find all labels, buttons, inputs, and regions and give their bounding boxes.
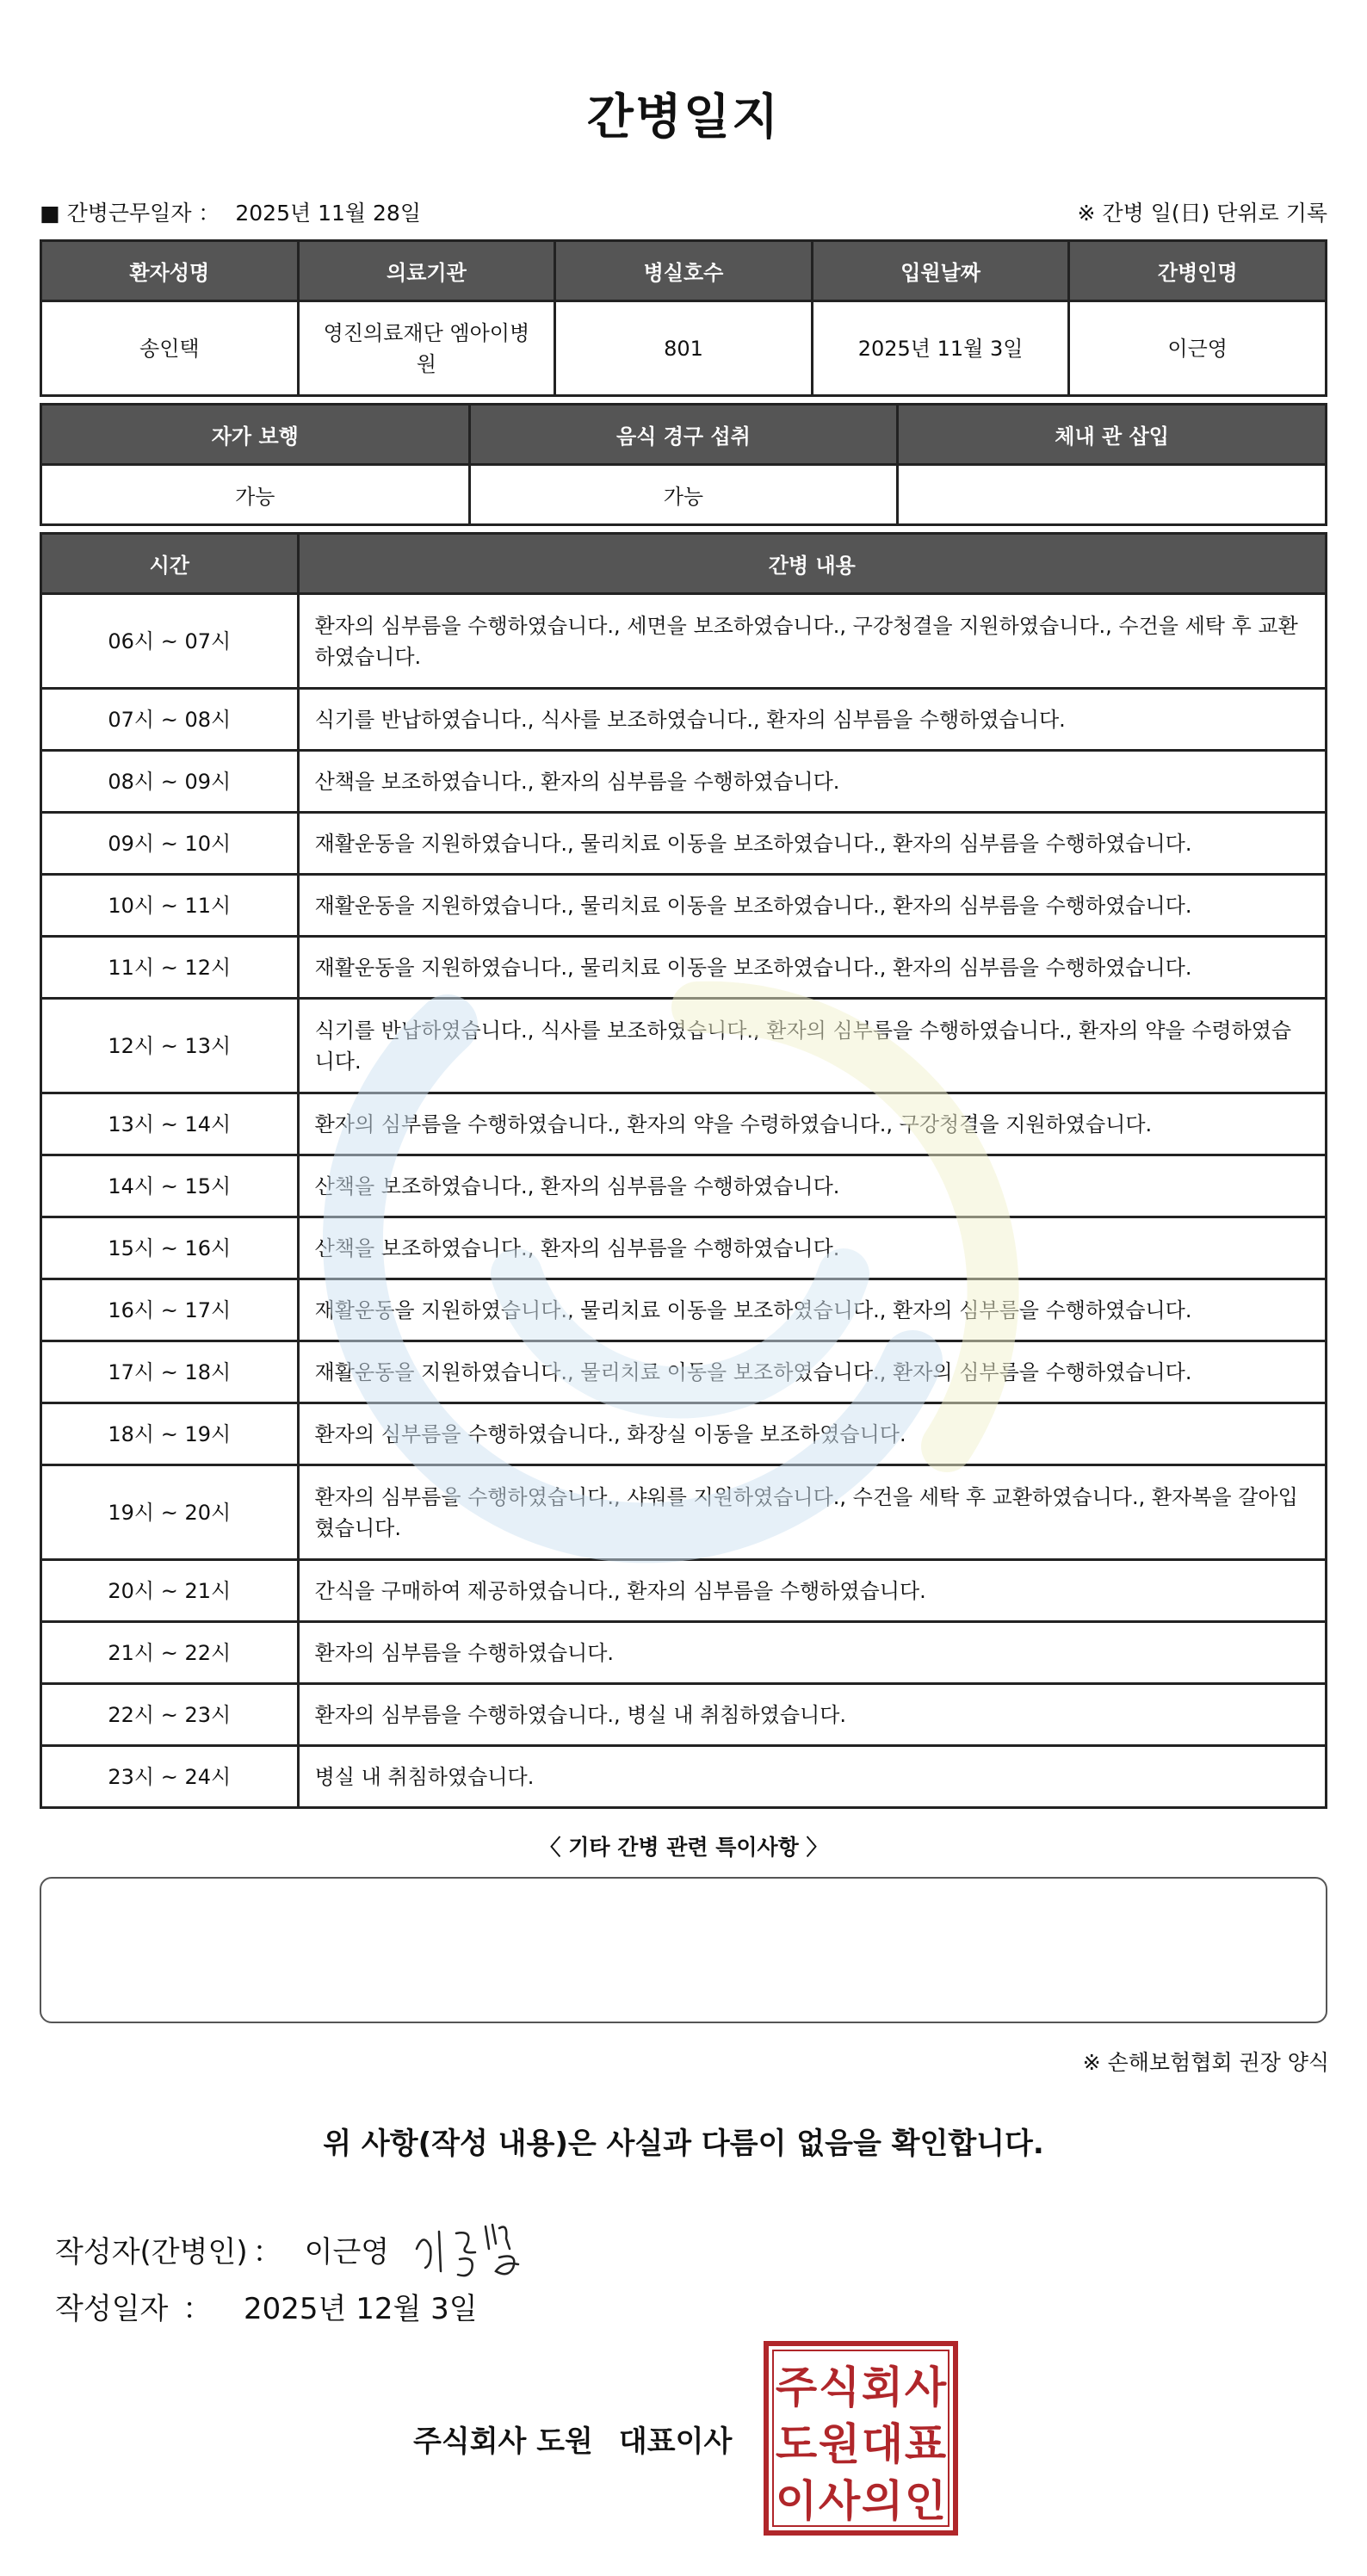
row-content: 재활운동을 지원하였습니다., 물리치료 이동을 보조하였습니다., 환자의 심부름을 수행하였습니다. [298,937,1326,999]
table-row [41,1403,1327,1465]
table-row [41,1684,1327,1746]
table-row [41,751,1327,813]
table-row [41,1217,1327,1279]
company-representative-title: 대표이사 [618,2424,733,2459]
patient-status-table [40,403,1327,526]
header-oral-intake: 음식 경구 섭취 [469,405,898,465]
header-patient-name: 환자성명 [41,241,299,301]
row-time: 12시 ~ 13시 [41,999,299,1093]
row-content: 간식을 구매하여 제공하였습니다., 환자의 심부름을 수행하였습니다. [298,1560,1326,1622]
row-content: 환자의 심부름을 수행하였습니다., 세면을 보조하였습니다., 구강청결을 지원하였습니다., 수건을 세탁 후 교환하였습니다. [298,594,1326,689]
row-time: 14시 ~ 15시 [41,1155,299,1217]
row-time: 11시 ~ 12시 [41,937,299,999]
confirmation-statement: 위 사항(작성 내용)은 사실과 다름이 없음을 확인합니다. [323,2127,1044,2161]
writer-label: 작성자(간병인) [55,2234,248,2269]
company-name: 주식회사 도원 [413,2424,593,2459]
row-content: 환자의 심부름을 수행하였습니다., 병실 내 취침하였습니다. [298,1684,1326,1746]
row-time: 20시 ~ 21시 [41,1560,299,1622]
header-caregiver-name: 간병인명 [1069,241,1327,301]
row-time: 17시 ~ 18시 [41,1341,299,1403]
row-content: 환자의 심부름을 수행하였습니다., 샤워를 지원하였습니다., 수건을 세탁 후 교환하였습니다., 환자복을 갈아입혔습니다. [298,1465,1326,1560]
writer-colon: ： [252,2234,282,2269]
svg-text:사: 사 [904,2362,947,2412]
work-date-label: ■ 간병근무일자 ： [40,201,220,226]
page-title: 간병일지 [586,90,781,146]
row-content: 식기를 반납하였습니다., 식사를 보조하였습니다., 환자의 심부름을 수행하였습니다. [298,689,1326,751]
row-time: 08시 ~ 09시 [41,751,299,813]
work-date [40,196,430,227]
row-time: 23시 ~ 24시 [41,1746,299,1808]
row-content: 환자의 심부름을 수행하였습니다., 환자의 약을 수령하였습니다., 구강청결을 지원하였습니다. [298,1093,1326,1155]
header-admission-date: 입원날짜 [812,241,1069,301]
header-time: 시간 [41,534,299,594]
room-number: 801 [555,301,813,396]
header-self-walking: 자가 보행 [41,405,470,465]
svg-text:의: 의 [861,2476,904,2526]
table-row [41,813,1327,875]
table-row [41,689,1327,751]
table-row [41,999,1327,1093]
table-row [41,875,1327,937]
svg-text:식: 식 [818,2362,861,2412]
patient-info-header-row [41,241,1327,301]
row-time: 10시 ~ 11시 [41,875,299,937]
table-row [41,1279,1327,1341]
row-content: 산책을 보조하였습니다., 환자의 심부름을 수행하였습니다. [298,1155,1326,1217]
table-row [41,1093,1327,1155]
self-walking-value: 가능 [41,465,470,525]
row-content: 환자의 심부름을 수행하였습니다., 화장실 이동을 보조하였습니다. [298,1403,1326,1465]
svg-text:원: 원 [818,2419,861,2469]
tube-insertion-value [898,465,1327,525]
row-content: 재활운동을 지원하였습니다., 물리치료 이동을 보조하였습니다., 환자의 심부름을 수행하였습니다. [298,1341,1326,1403]
patient-status-header-row [41,405,1327,465]
oral-intake-value: 가능 [469,465,898,525]
admission-date: 2025년 11월 3일 [812,301,1069,396]
hospital-name: 영진의료재단 엠아이병원 [298,301,555,396]
care-log-table [40,532,1327,1809]
record-unit-note: ※ 간병 일(日) 단위로 기록 [1077,201,1327,226]
row-content: 재활운동을 지원하였습니다., 물리치료 이동을 보조하였습니다., 환자의 심부름을 수행하였습니다. [298,1279,1326,1341]
company-seal-stamp [763,2340,959,2536]
writer-name: 이근영 [304,2234,390,2269]
row-time: 18시 ~ 19시 [41,1403,299,1465]
table-row [41,1560,1327,1622]
handwritten-signature [406,2214,561,2283]
row-content: 식기를 반납하였습니다., 식사를 보조하였습니다., 환자의 심부름을 수행하였습니다., 환자의 약을 수령하였습니다. [298,999,1326,1093]
row-time: 06시 ~ 07시 [41,594,299,689]
svg-text:표: 표 [904,2419,947,2469]
header-care-content: 간병 내용 [298,534,1326,594]
patient-name: 송인택 [41,301,299,396]
care-log-header-row [41,534,1327,594]
written-date-value: 2025년 12월 3일 [244,2292,478,2326]
row-content: 재활운동을 지원하였습니다., 물리치료 이동을 보조하였습니다., 환자의 심부름을 수행하였습니다. [298,813,1326,875]
row-time: 13시 ~ 14시 [41,1093,299,1155]
work-date-value: 2025년 11월 28일 [235,201,421,226]
written-date-colon: ： [182,2292,213,2326]
svg-text:도: 도 [775,2419,818,2469]
notes-heading: 〈 기타 간병 관련 특이사항 〉 [539,1835,828,1860]
header-hospital: 의료기관 [298,241,555,301]
row-content: 환자의 심부름을 수행하였습니다. [298,1622,1326,1684]
table-row [41,937,1327,999]
table-row [41,1746,1327,1808]
caregiver-name: 이근영 [1069,301,1327,396]
writer-line [55,2214,561,2283]
row-time: 22시 ~ 23시 [41,1684,299,1746]
form-source-note: ※ 손해보험협회 권장 양식 [1082,2050,1329,2075]
row-time: 09시 ~ 10시 [41,813,299,875]
svg-text:대: 대 [861,2419,904,2469]
special-notes-box [40,1877,1327,2023]
row-content: 산책을 보조하였습니다., 환자의 심부름을 수행하였습니다. [298,1217,1326,1279]
table-row [41,1465,1327,1560]
svg-text:사: 사 [818,2476,861,2526]
svg-text:이: 이 [775,2476,818,2526]
header-room-number: 병실호수 [555,241,813,301]
row-time: 15시 ~ 16시 [41,1217,299,1279]
table-row [41,1622,1327,1684]
written-date-label: 작성일자 [55,2292,169,2326]
patient-info-value-row [41,301,1327,396]
row-time: 16시 ~ 17시 [41,1279,299,1341]
table-row [41,594,1327,689]
svg-text:인: 인 [904,2476,947,2526]
row-content: 병실 내 취침하였습니다. [298,1746,1326,1808]
header-tube-insertion: 체내 관 삽입 [898,405,1327,465]
row-content: 재활운동을 지원하였습니다., 물리치료 이동을 보조하였습니다., 환자의 심부름을 수행하였습니다. [298,875,1326,937]
table-row [41,1155,1327,1217]
row-content: 산책을 보조하였습니다., 환자의 심부름을 수행하였습니다. [298,751,1326,813]
row-time: 21시 ~ 22시 [41,1622,299,1684]
svg-text:주: 주 [775,2362,818,2412]
company-signature-line [413,2418,732,2460]
row-time: 19시 ~ 20시 [41,1465,299,1560]
patient-status-value-row [41,465,1327,525]
patient-info-table [40,239,1327,397]
row-time: 07시 ~ 08시 [41,689,299,751]
svg-text:회: 회 [861,2362,904,2412]
written-date-line [55,2285,478,2327]
table-row [41,1341,1327,1403]
meta-row [40,196,1327,227]
